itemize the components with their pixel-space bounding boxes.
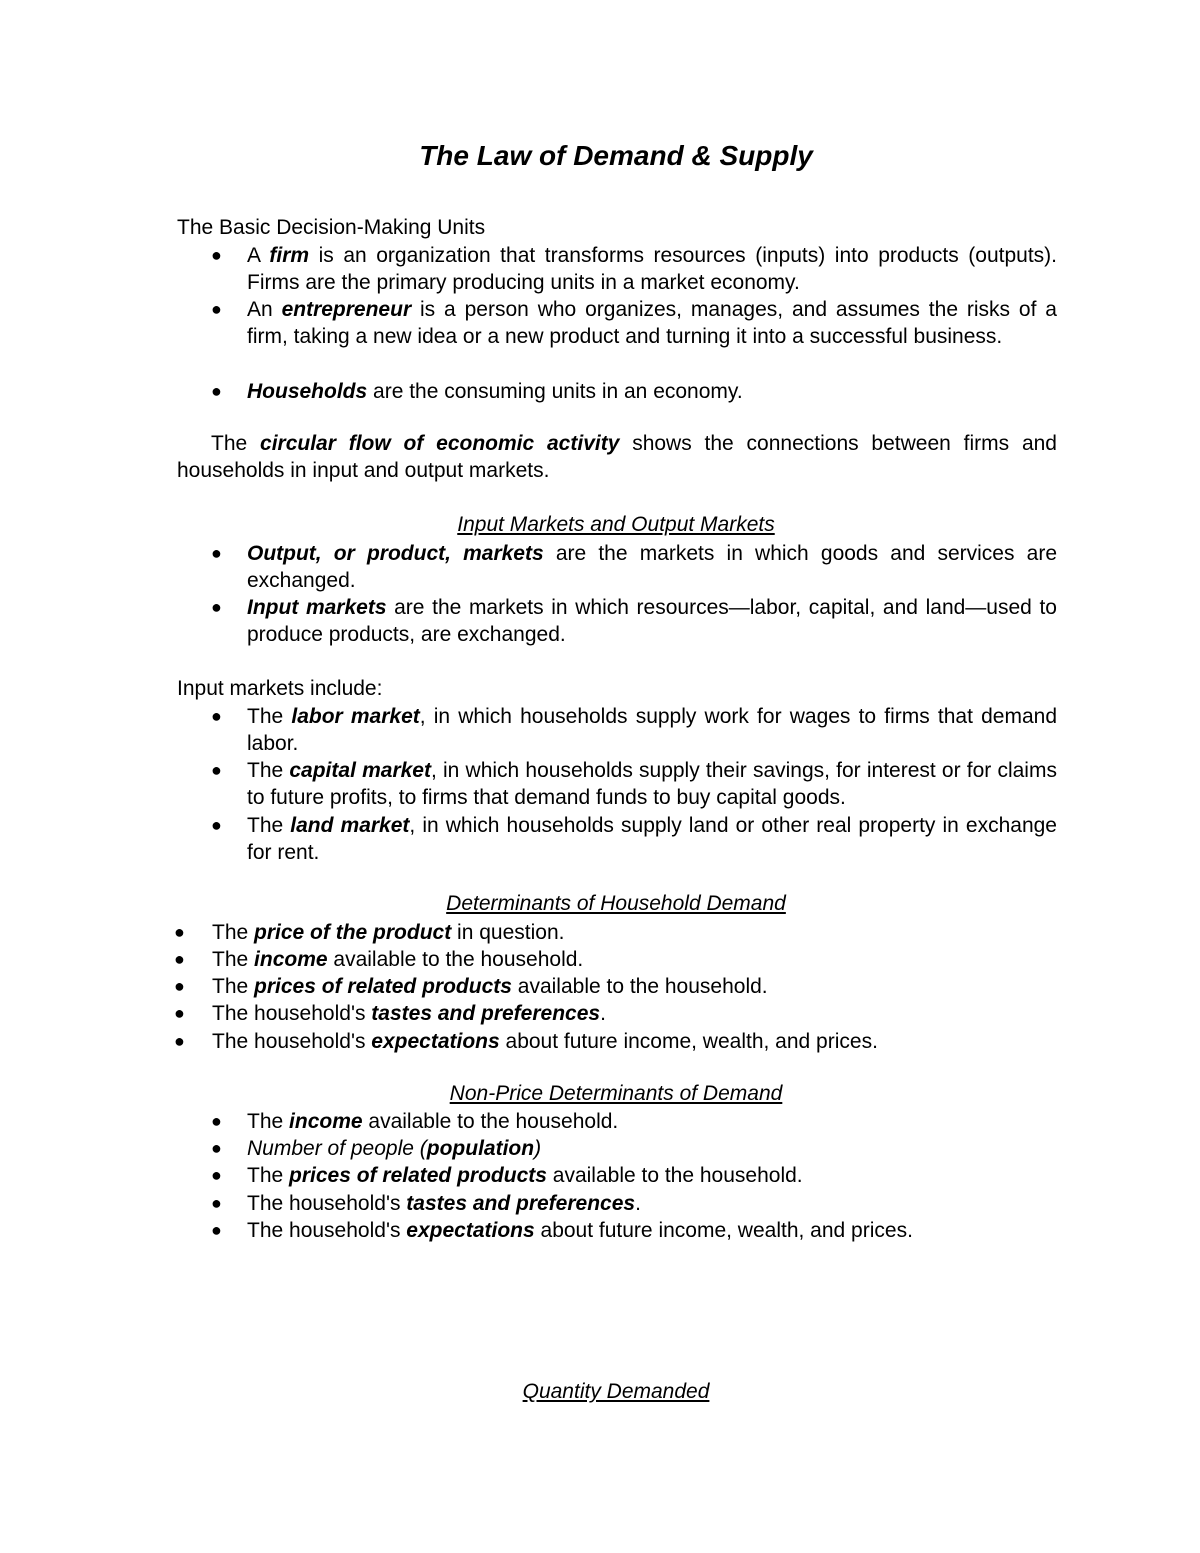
term: prices of related products [254, 975, 512, 998]
bullet-icon: ● [211, 1111, 222, 1131]
bullet-icon: ● [211, 381, 222, 401]
list-item: ● Input markets are the markets in which resources—labor, capital, and land—used to produce products, are exchanged. [211, 596, 1057, 647]
term: expectations [406, 1219, 535, 1242]
bullet-icon: ● [174, 1031, 185, 1051]
bullet-icon: ● [211, 815, 222, 835]
term: tastes and preferences [371, 1002, 601, 1025]
list-item: ● The prices of related products available to the household. [247, 1162, 1057, 1189]
term: circular flow of economic activity [260, 432, 620, 455]
bullet-icon: ● [211, 1138, 222, 1158]
section-heading-decision-units: The Basic Decision-Making Units [177, 216, 486, 239]
bullet-icon: ● [211, 245, 222, 265]
bullet-icon: ● [174, 922, 185, 942]
term: population [426, 1137, 535, 1160]
section-heading-quantity-demanded: Quantity Demanded [522, 1380, 710, 1403]
bullet-icon: ● [211, 706, 222, 726]
circular-flow-paragraph: The circular flow of economic activity shows the connections between firms and households in input and output markets. [177, 432, 1057, 483]
term: income [289, 1110, 363, 1133]
term: firm [269, 244, 310, 267]
section-heading-input-markets-include: Input markets include: [177, 677, 383, 700]
list-item: ● The household's expectations about future income, wealth, and prices. [212, 1028, 1057, 1055]
bullet-icon: ● [174, 949, 185, 969]
list-item: ● The income available to the household. [212, 946, 1057, 973]
list-item: ● The labor market, in which households supply work for wages to firms that demand labor. [211, 705, 1057, 756]
list-item: ● The household's tastes and preferences. [247, 1190, 1057, 1217]
term: Input markets [247, 596, 387, 619]
page-title: The Law of Demand & Supply [419, 140, 813, 171]
list-item: ● The price of the product in question. [212, 919, 1057, 946]
list-item: ● The household's expectations about future income, wealth, and prices. [247, 1217, 1057, 1244]
term: prices of related products [289, 1164, 547, 1187]
section-heading-input-output-markets: Input Markets and Output Markets [457, 513, 775, 536]
section-heading-non-price-determinants: Non-Price Determinants of Demand [449, 1082, 783, 1105]
term: entrepreneur [281, 298, 412, 321]
bullet-icon: ● [211, 597, 222, 617]
term: income [254, 948, 328, 971]
section-heading-household-demand: Determinants of Household Demand [446, 892, 786, 915]
bullet-icon: ● [211, 543, 222, 563]
term: expectations [371, 1030, 500, 1053]
term: tastes and preferences [406, 1192, 636, 1215]
bullet-icon: ● [174, 1003, 185, 1023]
list-item: ● The land market, in which households supply land or other real property in exchange for rent. [211, 814, 1057, 865]
bullet-icon: ● [211, 1193, 222, 1213]
list-item: ● An entrepreneur is a person who organizes, manages, and assumes the risks of a firm, taking a new idea or a new product and turning it into a successful business. [211, 298, 1057, 349]
term: land market [290, 814, 410, 837]
list-item: ● The prices of related products available to the household. [212, 973, 1057, 1000]
term: labor market [291, 705, 420, 728]
term: capital market [289, 759, 431, 782]
list-item: ● A firm is an organization that transforms resources (inputs) into products (outputs). Firms are the primary producing units in a market economy. [211, 244, 1057, 295]
list-item: ● The capital market, in which households supply their savings, for interest or for claims to future profits, to firms that demand funds to buy capital goods. [211, 759, 1057, 810]
bullet-icon: ● [211, 1165, 222, 1185]
list-item: ● Households are the consuming units in an economy. [247, 378, 1057, 405]
list-item: ● The household's tastes and preferences. [212, 1000, 1057, 1027]
list-item: ● The income available to the household. [247, 1108, 1057, 1135]
term: price of the product [254, 921, 452, 944]
list-item: ● Output, or product, markets are the markets in which goods and services are exchanged. [211, 542, 1057, 593]
bullet-icon: ● [211, 299, 222, 319]
bullet-icon: ● [211, 1220, 222, 1240]
term: Output, or product, markets [247, 542, 544, 565]
term: Households [247, 380, 368, 403]
bullet-icon: ● [174, 976, 185, 996]
bullet-icon: ● [211, 760, 222, 780]
list-item: ● Number of people (population) [247, 1135, 1057, 1162]
